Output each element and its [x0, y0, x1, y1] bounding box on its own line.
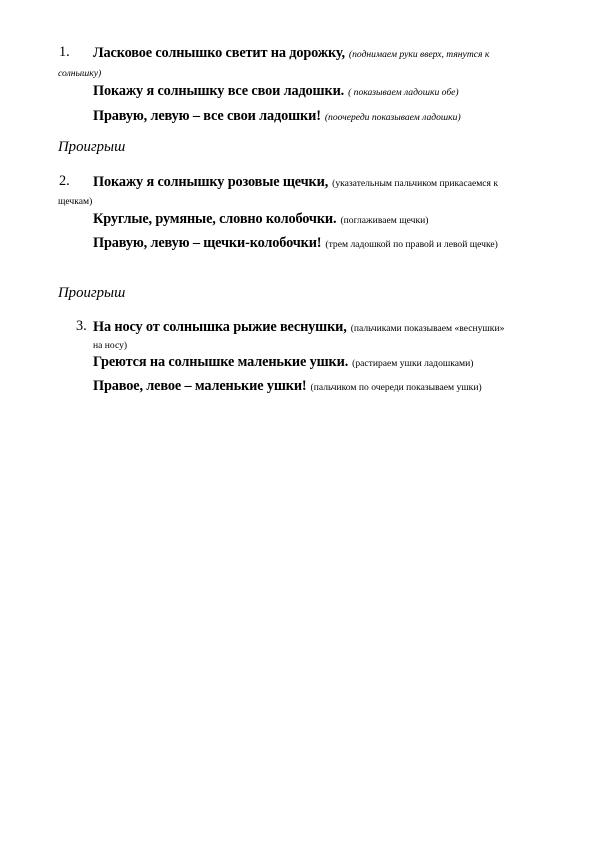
verse-note: (пальчиком по очереди показываем ушки): [310, 382, 482, 393]
section-2-line-1: [93, 173, 498, 191]
verse-text: Правое, левое – маленькие ушки!: [93, 378, 307, 394]
verse-note: (поочереди показываем ладошки): [324, 112, 461, 123]
section-3-line-2: [93, 353, 473, 371]
section-2-line-3: [93, 234, 498, 252]
section-1-line-2: [93, 82, 459, 100]
section-3-number: 3.: [76, 318, 87, 334]
section-1-line-3: [93, 107, 461, 125]
section-3-line-1: [93, 318, 504, 336]
verse-note: (поднимаем руки вверх, тянутся к: [348, 49, 490, 60]
verse-note: ( показываем ладошки обе): [348, 87, 459, 98]
section-2-line-1-note-cont: щечкам): [58, 196, 93, 207]
section-1-number: 1.: [59, 44, 70, 60]
verse-text: Покажу я солнышку все свои ладошки.: [93, 83, 345, 99]
verse-text: Покажу я солнышку розовые щечки,: [93, 174, 329, 190]
verse-note: (поглаживаем щечки): [340, 215, 429, 226]
interlude-1: Проигрыш: [58, 139, 126, 155]
section-3-line-3: [93, 377, 482, 395]
verse-note: (указательным пальчиком прикасаемся к: [332, 178, 499, 189]
section-2-line-2: [93, 210, 428, 228]
verse-text: Правую, левую – щечки-колобочки!: [93, 235, 322, 251]
interlude-2: Проигрыш: [58, 285, 126, 301]
verse-text: Ласковое солнышко светит на дорожку,: [93, 45, 345, 61]
verse-text: Греются на солнышке маленькие ушки.: [93, 354, 349, 370]
section-1-line-1-note-cont: солнышку): [58, 68, 102, 79]
section-1-line-1: [93, 44, 489, 62]
verse-note: (трем ладошкой по правой и левой щечке): [325, 239, 498, 250]
verse-text: На носу от солнышка рыжие веснушки,: [93, 319, 347, 335]
verse-note: (пальчиками показываем «веснушки»: [350, 323, 505, 334]
verse-text: Правую, левую – все свои ладошки!: [93, 108, 321, 124]
verse-note: (растираем ушки ладошками): [352, 358, 474, 369]
section-2-number: 2.: [59, 173, 70, 189]
section-3-line-1-note-cont: на носу): [93, 340, 128, 351]
verse-text: Круглые, румяные, словно колобочки.: [93, 211, 337, 227]
